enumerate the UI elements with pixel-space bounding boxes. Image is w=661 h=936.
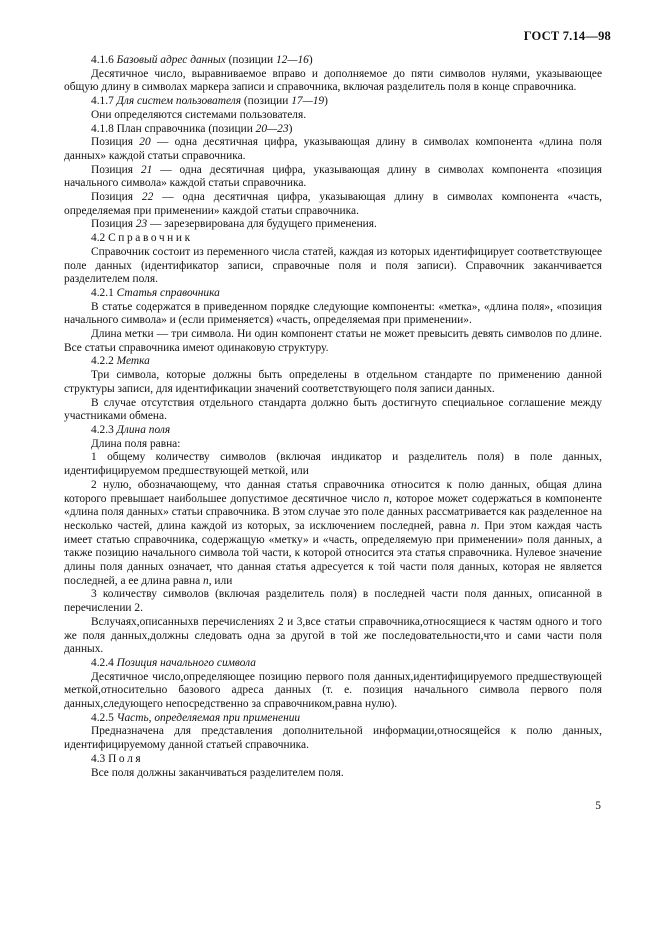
section-4-2-text: Справочник состоит из переменного числа статей, каждая из которых идентифицирует соответствующее поле данных (идентификатор записи, справочные поля и поля записи). Справочник заканчивается разделителем поля. bbox=[64, 245, 602, 286]
section-4-2-2-text-2: В случае отсутствия отдельного стандарта должно быть достигнуто специальное соглашение между участниками обмена. bbox=[64, 396, 602, 423]
section-4-2-4-text: Десятичное число,определяющее позицию первого поля данных,идентифицируемого предшествующей меткой,относительно базового адреса данных (т. е. позиция начального символа первого поля данных,следующего непосредственно за справочником,равна нулю). bbox=[64, 670, 602, 711]
section-4-2-5-heading: 4.2.5 Часть, определяемая при применении bbox=[91, 711, 301, 724]
section-4-2-3-closing: Вслучаях,описанныхв перечислениях 2 и 3,все статьи справочника,относящиеся к частям одного и того же поля данных,должны следовать одна за другой в той же последовательности,что и сами части поля данных. bbox=[64, 615, 602, 656]
section-4-1-7-text: Они определяются системами пользователя. bbox=[91, 108, 307, 121]
position-22-paragraph: Позиция 22 — одна десятичная цифра, указывающая длину в символах компонента «часть, определяемая при применении» каждой статьи справочника. bbox=[64, 191, 602, 217]
enumeration-item-1: 1 общему количеству символов (включая индикатор и разделитель поля) в поле данных, идентифицируемом предшествующей меткой, или bbox=[64, 451, 602, 478]
section-4-2-3-heading: 4.2.3 Длина поля bbox=[91, 423, 171, 436]
section-4-2-2-heading: 4.2.2 Метка bbox=[91, 355, 150, 368]
section-4-1-6-text: Десятичное число, выравниваемое вправо и дополняемое до пяти символов нулями, указывающее общую длину в символах маркера записи и справочника, включая разделитель поля в конце справочника. bbox=[64, 67, 602, 94]
page-content bbox=[64, 54, 602, 780]
section-4-2-5-text: Предназначена для представления дополнительной информации,относящейся к полю данных, идентифицируемому данной статьей справочника. bbox=[64, 725, 602, 752]
section-4-2-heading: 4.2 Справочник bbox=[91, 232, 193, 245]
enumeration-item-2: 2 нулю, обозначающему, что данная статья справочника относится к полю данных, общая длина которого превышает наибольшее допустимое десятичное число n, которое может содержаться в компоненте «длина поля данных» статьи справочника. В этом случае это поле данных рассматривается как разделенное на несколько частей, длина каждой из которых, за исключением последней, равна n. При этом каждая часть имеет статью справочника, содержащую «метку» и «часть, определяемую при применении» поля данных, а также позицию начального символа той части, к которой относится эта статья справочника. Нулевое значение длины поля данных означает, что данная статья адресуется к той части поля данных, которая не является последней, а ее длина равна n, или bbox=[64, 478, 602, 587]
section-4-2-2-text-1: Три символа, которые должны быть определены в отдельном стандарте по применению данной структуры записи, для идентификации значений соответствующего поля записи данных. bbox=[64, 369, 602, 395]
section-4-2-1-text-2: Длина метки — три символа. Ни один компонент статьи не может превысить девять символов по длине. Все статьи справочника имеют одинаковую структуру. bbox=[64, 328, 602, 354]
section-4-3-heading: 4.3 Поля bbox=[91, 752, 144, 765]
position-21-paragraph: Позиция 21 — одна десятичная цифра, указывающая длину в символах компонента «позиция начального символа» каждой статьи справочника. bbox=[64, 163, 602, 190]
section-4-2-1-text-1: В статье содержатся в приведенном порядке следующие компоненты: «метка», «длина поля», «позиция начального символа» и (если применяется) «часть, определяемая при применении». bbox=[64, 300, 602, 327]
enumeration-item-3: 3 количеству символов (включая разделитель поля) в последней части поля данных, описанной в перечислении 2. bbox=[64, 588, 602, 615]
section-4-2-1-heading: 4.2.1 Статья справочника bbox=[91, 286, 220, 299]
section-4-1-8-heading: 4.1.8 План справочника (позиции 20—23) bbox=[91, 122, 293, 135]
section-4-3-text: Все поля должны заканчиваться разделителем поля. bbox=[91, 766, 344, 779]
position-20-paragraph: Позиция 20 — одна десятичная цифра, указывающая длину в символах компонента «длина поля данных» каждой статьи справочника. bbox=[64, 136, 602, 162]
section-4-1-7-heading: 4.1.7 Для систем пользователя (позиции 17—19) bbox=[91, 95, 328, 108]
position-23-paragraph: Позиция 23 — зарезервирована для будущего применения. bbox=[91, 218, 377, 231]
section-4-2-3-intro: Длина поля равна: bbox=[91, 437, 181, 450]
section-4-1-6-heading: 4.1.6 Базовый адрес данных (позиции 12—16) bbox=[91, 54, 313, 66]
section-4-2-4-heading: 4.2.4 Позиция начального символа bbox=[91, 656, 256, 669]
standard-code-header: ГОСТ 7.14—98 bbox=[523, 29, 611, 43]
page-number: 5 bbox=[595, 800, 601, 812]
